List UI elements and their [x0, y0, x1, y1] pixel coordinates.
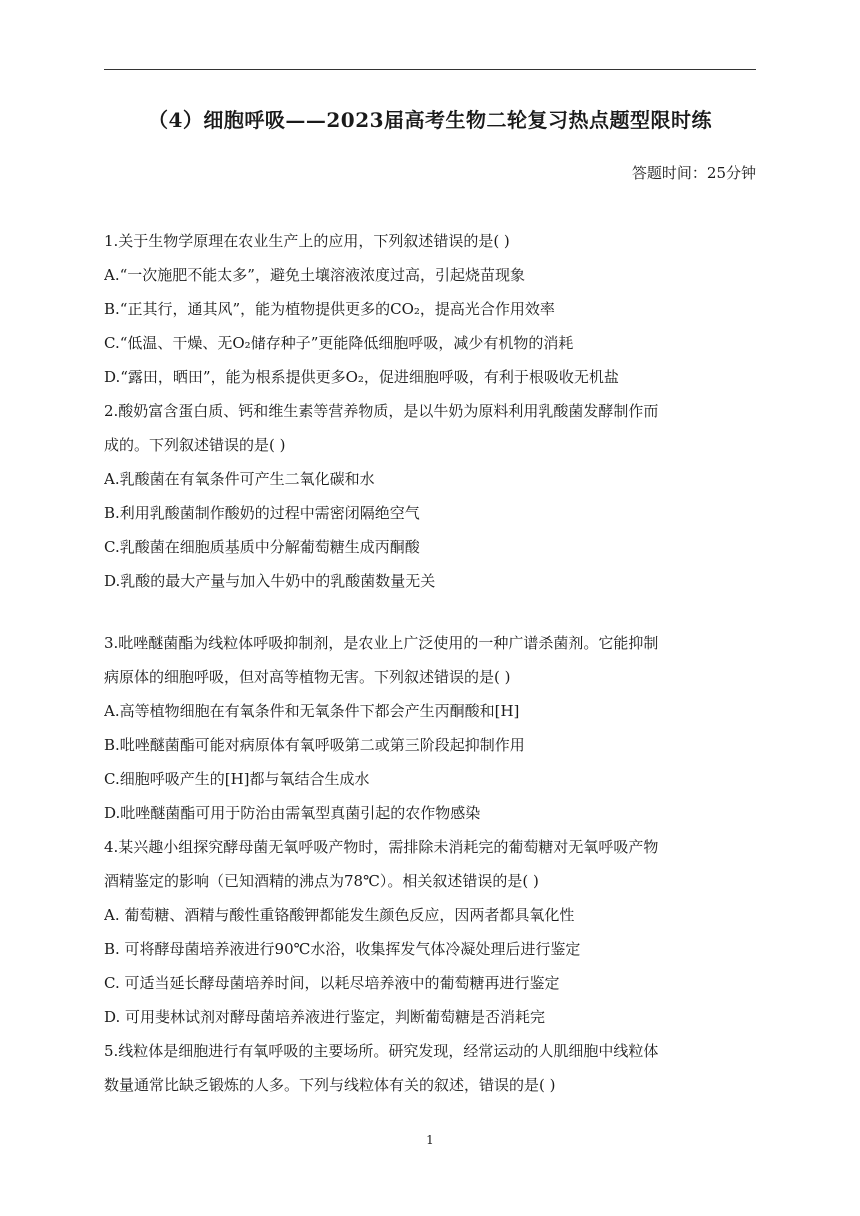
- q4-option-a: A. 葡萄糖、酒精与酸性重铬酸钾都能发生颜色反应，因两者都具氧化性: [104, 906, 575, 924]
- q4-stem-line1: 4.某兴趣小组探究酵母菌无氧呼吸产物时，需排除未消耗完的葡萄糖对无氧呼吸产物: [104, 838, 659, 856]
- q1-option-a: A.“一次施肥不能太多”，避免土壤溶液浓度过高，引起烧苗现象: [104, 266, 525, 284]
- header-rule: [104, 69, 756, 70]
- q2-option-d: D.乳酸的最大产量与加入牛奶中的乳酸菌数量无关: [104, 572, 436, 590]
- q3-option-a: A.高等植物细胞在有氧条件和无氧条件下都会产生丙酮酸和[H]: [104, 702, 520, 720]
- q2-option-c: C.乳酸菌在细胞质基质中分解葡萄糖生成丙酮酸: [104, 538, 420, 556]
- q4-option-d: D. 可用斐林试剂对酵母菌培养液进行鉴定，判断葡萄糖是否消耗完: [104, 1008, 546, 1026]
- q2-option-b: B.利用乳酸菌制作酸奶的过程中需密闭隔绝空气: [104, 504, 420, 522]
- q3-option-c: C.细胞呼吸产生的[H]都与氧结合生成水: [104, 770, 370, 788]
- page-number: 1: [426, 1133, 434, 1147]
- q2-stem-line1: 2.酸奶富含蛋白质、钙和维生素等营养物质，是以牛奶为原料利用乳酸菌发酵制作而: [104, 402, 659, 420]
- q2-stem-line2: 成的。下列叙述错误的是( ): [104, 436, 286, 454]
- q5-stem-line2: 数量通常比缺乏锻炼的人多。下列与线粒体有关的叙述，错误的是( ): [104, 1076, 556, 1094]
- q4-stem-line2: 酒精鉴定的影响（已知酒精的沸点为78℃）。相关叙述错误的是( ): [104, 872, 539, 890]
- q3-stem-line1: 3.吡唑醚菌酯为线粒体呼吸抑制剂，是农业上广泛使用的一种广谱杀菌剂。它能抑制: [104, 634, 659, 652]
- q1-option-d: D.“露田，晒田”，能为根系提供更多O₂，促进细胞呼吸，有利于根吸收无机盐: [104, 368, 619, 386]
- q4-option-b: B. 可将酵母菌培养液进行90℃水浴，收集挥发气体冷凝处理后进行鉴定: [104, 940, 581, 958]
- question-content: [104, 224, 756, 1102]
- q3-option-b: B.吡唑醚菌酯可能对病原体有氧呼吸第二或第三阶段起抑制作用: [104, 736, 525, 754]
- q3-stem-line2: 病原体的细胞呼吸，但对高等植物无害。下列叙述错误的是( ): [104, 668, 511, 686]
- q4-option-c: C. 可适当延长酵母菌培养时间，以耗尽培养液中的葡萄糖再进行鉴定: [104, 974, 560, 992]
- q1-stem: 1.关于生物学原理在农业生产上的应用，下列叙述错误的是( ): [104, 232, 510, 250]
- q3-option-d: D.吡唑醚菌酯可用于防治由需氧型真菌引起的农作物感染: [104, 804, 481, 822]
- q5-stem-line1: 5.线粒体是细胞进行有氧呼吸的主要场所。研究发现，经常运动的人肌细胞中线粒体: [104, 1042, 659, 1060]
- page-title: （4）细胞呼吸——2023届高考生物二轮复习热点题型限时练: [147, 108, 713, 132]
- q1-option-c: C.“低温、干燥、无O₂储存种子”更能降低细胞呼吸，减少有机物的消耗: [104, 334, 574, 352]
- question-gap: [104, 598, 756, 626]
- q1-option-b: B.“正其行，通其风”，能为植物提供更多的CO₂，提高光合作用效率: [104, 300, 555, 318]
- q2-option-a: A.乳酸菌在有氧条件可产生二氧化碳和水: [104, 470, 375, 488]
- answer-time: 答题时间：25分钟: [631, 164, 756, 182]
